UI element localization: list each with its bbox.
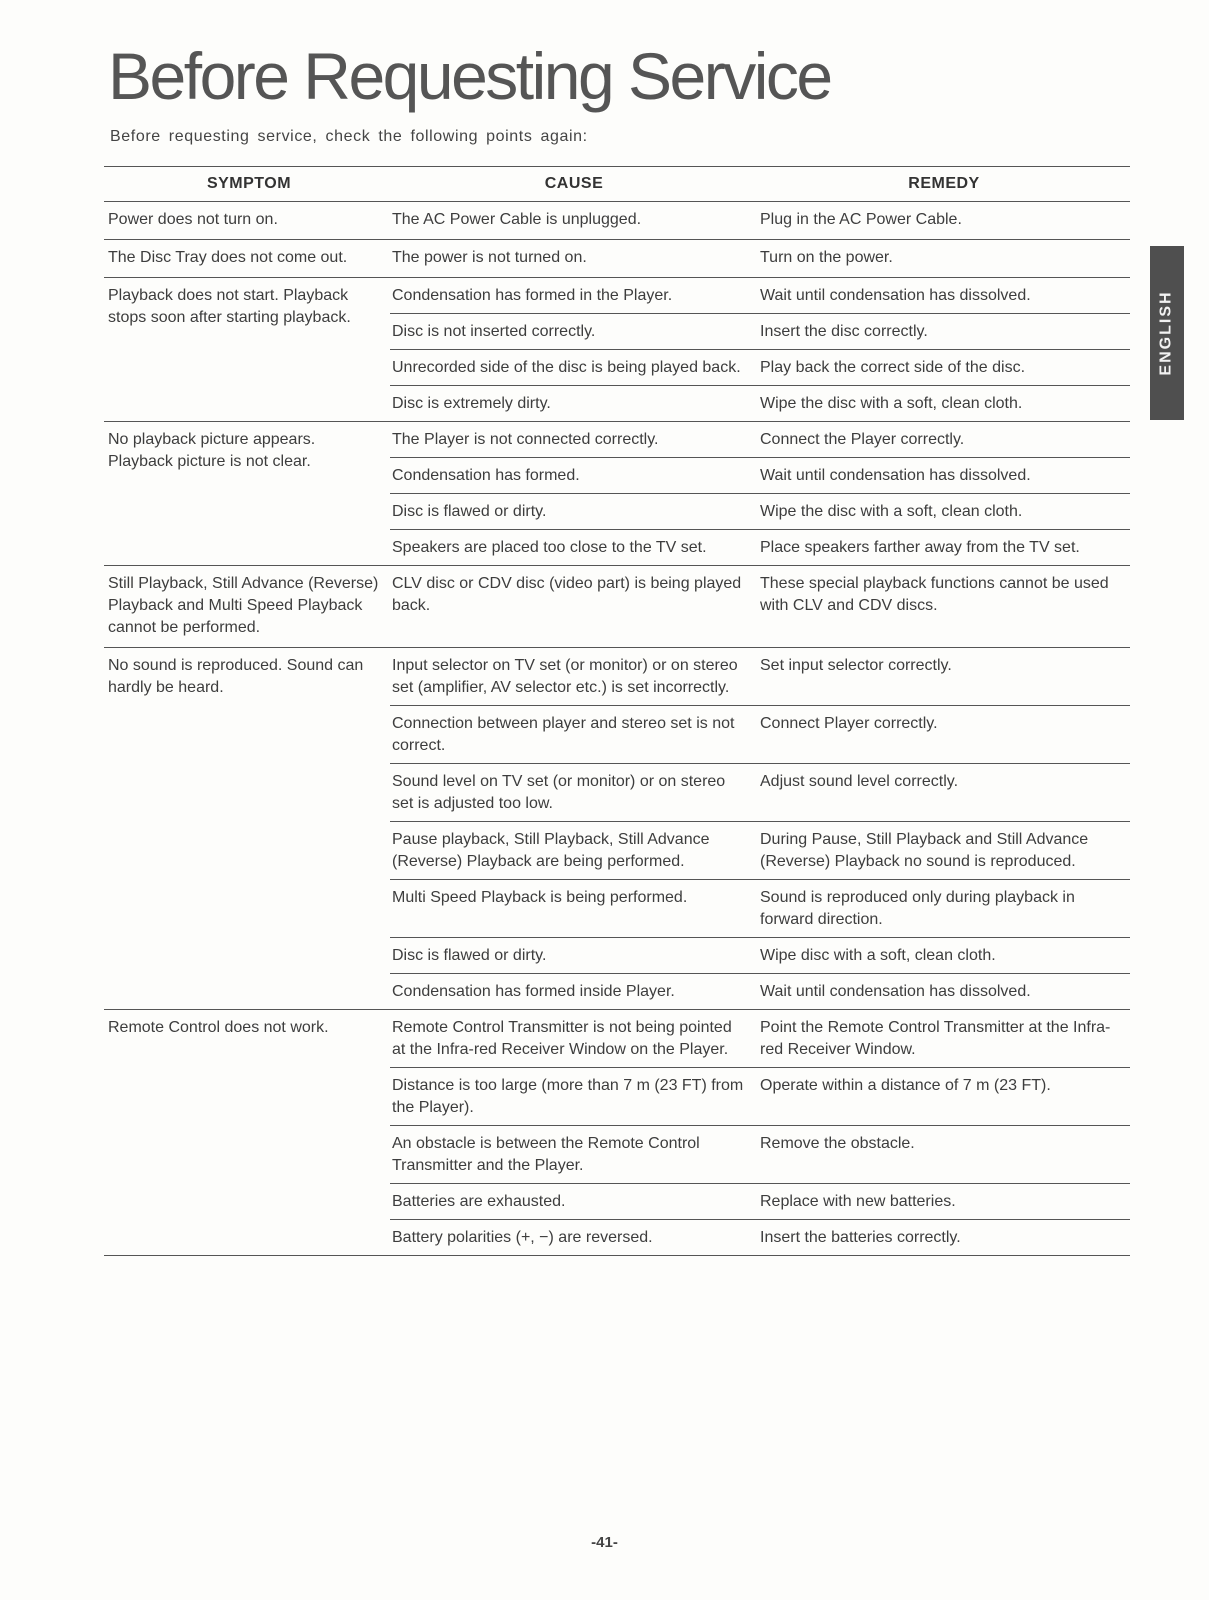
troubleshooting-table xyxy=(104,166,1130,1256)
remedy-cell: Remove the obstacle. xyxy=(760,1135,915,1152)
cause-cell: Input selector on TV set (or monitor) or on stereo set (amplifier, AV selector etc.) is set incorrectly. xyxy=(392,657,738,696)
remedy-cell: Adjust sound level correctly. xyxy=(760,773,959,790)
remedy-cell: Wait until condensation has dissolved. xyxy=(760,467,1031,484)
symptom-cell: No sound is reproduced. Sound can hardly be heard. xyxy=(108,657,364,696)
cause-cell: Distance is too large (more than 7 m (23 FT) from the Player). xyxy=(392,1077,744,1116)
cause-cell: Battery polarities (+, −) are reversed. xyxy=(392,1229,653,1246)
symptom-cell: The Disc Tray does not come out. xyxy=(108,249,348,266)
remedy-cell: Place speakers farther away from the TV set. xyxy=(760,539,1080,556)
language-tab xyxy=(1150,246,1184,420)
table-row xyxy=(390,422,1130,458)
table-body xyxy=(104,202,1130,1255)
table-row xyxy=(390,202,1130,237)
cause-cell: Batteries are exhausted. xyxy=(392,1193,566,1210)
remedy-cell: Wipe disc with a soft, clean cloth. xyxy=(760,947,996,964)
cause-cell: Disc is flawed or dirty. xyxy=(392,947,547,964)
remedy-cell: Connect Player correctly. xyxy=(760,715,938,732)
cause-cell: Condensation has formed. xyxy=(392,467,580,484)
table-row xyxy=(390,764,1130,822)
cause-cell: An obstacle is between the Remote Control Transmitter and the Player. xyxy=(392,1135,700,1174)
header-cause: CAUSE xyxy=(544,175,604,192)
symptom-group xyxy=(104,278,1130,422)
cause-cell: The AC Power Cable is unplugged. xyxy=(392,211,642,228)
cause-remedy-list xyxy=(390,566,1130,647)
cause-remedy-list xyxy=(390,240,1130,277)
cause-cell: CLV disc or CDV disc (video part) is being played back. xyxy=(392,575,742,614)
cause-cell: Pause playback, Still Playback, Still Advance (Reverse) Playback are being performed. xyxy=(392,831,710,870)
remedy-cell: Wipe the disc with a soft, clean cloth. xyxy=(760,395,1023,412)
cause-cell: The power is not turned on. xyxy=(392,249,587,266)
remedy-cell: Set input selector correctly. xyxy=(760,657,952,674)
cause-cell: Connection between player and stereo set is not correct. xyxy=(392,715,735,754)
remedy-cell: These special playback functions cannot be used with CLV and CDV discs. xyxy=(760,575,1109,614)
cause-cell: Disc is not inserted correctly. xyxy=(392,323,596,340)
remedy-cell: Operate within a distance of 7 m (23 FT). xyxy=(760,1077,1051,1094)
table-row xyxy=(390,974,1130,1009)
remedy-cell: Turn on the power. xyxy=(760,249,893,266)
symptom-cell: Playback does not start. Playback stops soon after starting playback. xyxy=(108,287,351,326)
remedy-cell: Insert the disc correctly. xyxy=(760,323,928,340)
symptom-group xyxy=(104,202,1130,240)
cause-cell: Condensation has formed inside Player. xyxy=(392,983,675,1000)
remedy-cell: Wipe the disc with a soft, clean cloth. xyxy=(760,503,1023,520)
cause-cell: Disc is extremely dirty. xyxy=(392,395,551,412)
cause-cell: Disc is flawed or dirty. xyxy=(392,503,547,520)
table-row xyxy=(390,1068,1130,1126)
symptom-group xyxy=(104,566,1130,648)
table-row xyxy=(390,530,1130,565)
table-row xyxy=(390,386,1130,421)
cause-remedy-list xyxy=(390,202,1130,239)
cause-cell: Multi Speed Playback is being performed. xyxy=(392,889,688,906)
cause-cell: Speakers are placed too close to the TV set. xyxy=(392,539,707,556)
symptom-group xyxy=(104,648,1130,1010)
table-row xyxy=(390,1220,1130,1255)
cause-remedy-list xyxy=(390,648,1130,1009)
cause-remedy-list xyxy=(390,278,1130,421)
table-row xyxy=(390,1126,1130,1184)
cause-cell: Condensation has formed in the Player. xyxy=(392,287,673,304)
remedy-cell: Wait until condensation has dissolved. xyxy=(760,983,1031,1000)
remedy-cell: Plug in the AC Power Cable. xyxy=(760,211,962,228)
header-symptom: SYMPTOM xyxy=(206,175,292,192)
cause-cell: Remote Control Transmitter is not being pointed at the Infra-red Receiver Window on the Player. xyxy=(392,1019,732,1058)
table-row xyxy=(390,938,1130,974)
symptom-cell: Power does not turn on. xyxy=(108,211,278,228)
table-row xyxy=(390,494,1130,530)
remedy-cell: Replace with new batteries. xyxy=(760,1193,956,1210)
table-row xyxy=(390,1184,1130,1220)
symptom-cell: Still Playback, Still Advance (Reverse) Playback and Multi Speed Playback cannot be performed. xyxy=(108,575,379,636)
remedy-cell: Insert the batteries correctly. xyxy=(760,1229,961,1246)
table-header xyxy=(104,167,1130,202)
table-row xyxy=(390,706,1130,764)
remedy-cell: Wait until condensation has dissolved. xyxy=(760,287,1031,304)
language-tab-label: ENGLISH xyxy=(1158,290,1175,376)
cause-cell: The Player is not connected correctly. xyxy=(392,431,659,448)
table-row xyxy=(390,1010,1130,1068)
page-title: Before Requesting Service xyxy=(108,39,831,113)
cause-remedy-list xyxy=(390,1010,1130,1255)
table-row xyxy=(390,458,1130,494)
remedy-cell: Sound is reproduced only during playback in forward direction. xyxy=(760,889,1075,928)
table-row xyxy=(390,822,1130,880)
cause-cell: Sound level on TV set (or monitor) or on stereo set is adjusted too low. xyxy=(392,773,726,812)
remedy-cell: Play back the correct side of the disc. xyxy=(760,359,1026,376)
table-row xyxy=(390,278,1130,314)
table-row xyxy=(390,240,1130,275)
header-remedy: REMEDY xyxy=(908,175,980,192)
remedy-cell: Connect the Player correctly. xyxy=(760,431,965,448)
symptom-group xyxy=(104,1010,1130,1255)
remedy-cell: During Pause, Still Playback and Still Advance (Reverse) Playback no sound is reproduced. xyxy=(760,831,1089,870)
table-row xyxy=(390,314,1130,350)
symptom-cell: No playback picture appears. Playback picture is not clear. xyxy=(108,431,316,470)
table-row xyxy=(390,648,1130,706)
table-row xyxy=(390,350,1130,386)
page-subtitle: Before requesting service, check the following points again: xyxy=(110,128,588,145)
table-row xyxy=(390,566,1130,623)
page-number: -41- xyxy=(591,1534,618,1551)
symptom-group xyxy=(104,422,1130,566)
cause-remedy-list xyxy=(390,422,1130,565)
symptom-group xyxy=(104,240,1130,278)
remedy-cell: Point the Remote Control Transmitter at the Infra-red Receiver Window. xyxy=(760,1019,1111,1058)
symptom-cell: Remote Control does not work. xyxy=(108,1019,329,1036)
cause-cell: Unrecorded side of the disc is being played back. xyxy=(392,359,741,376)
table-row xyxy=(390,880,1130,938)
